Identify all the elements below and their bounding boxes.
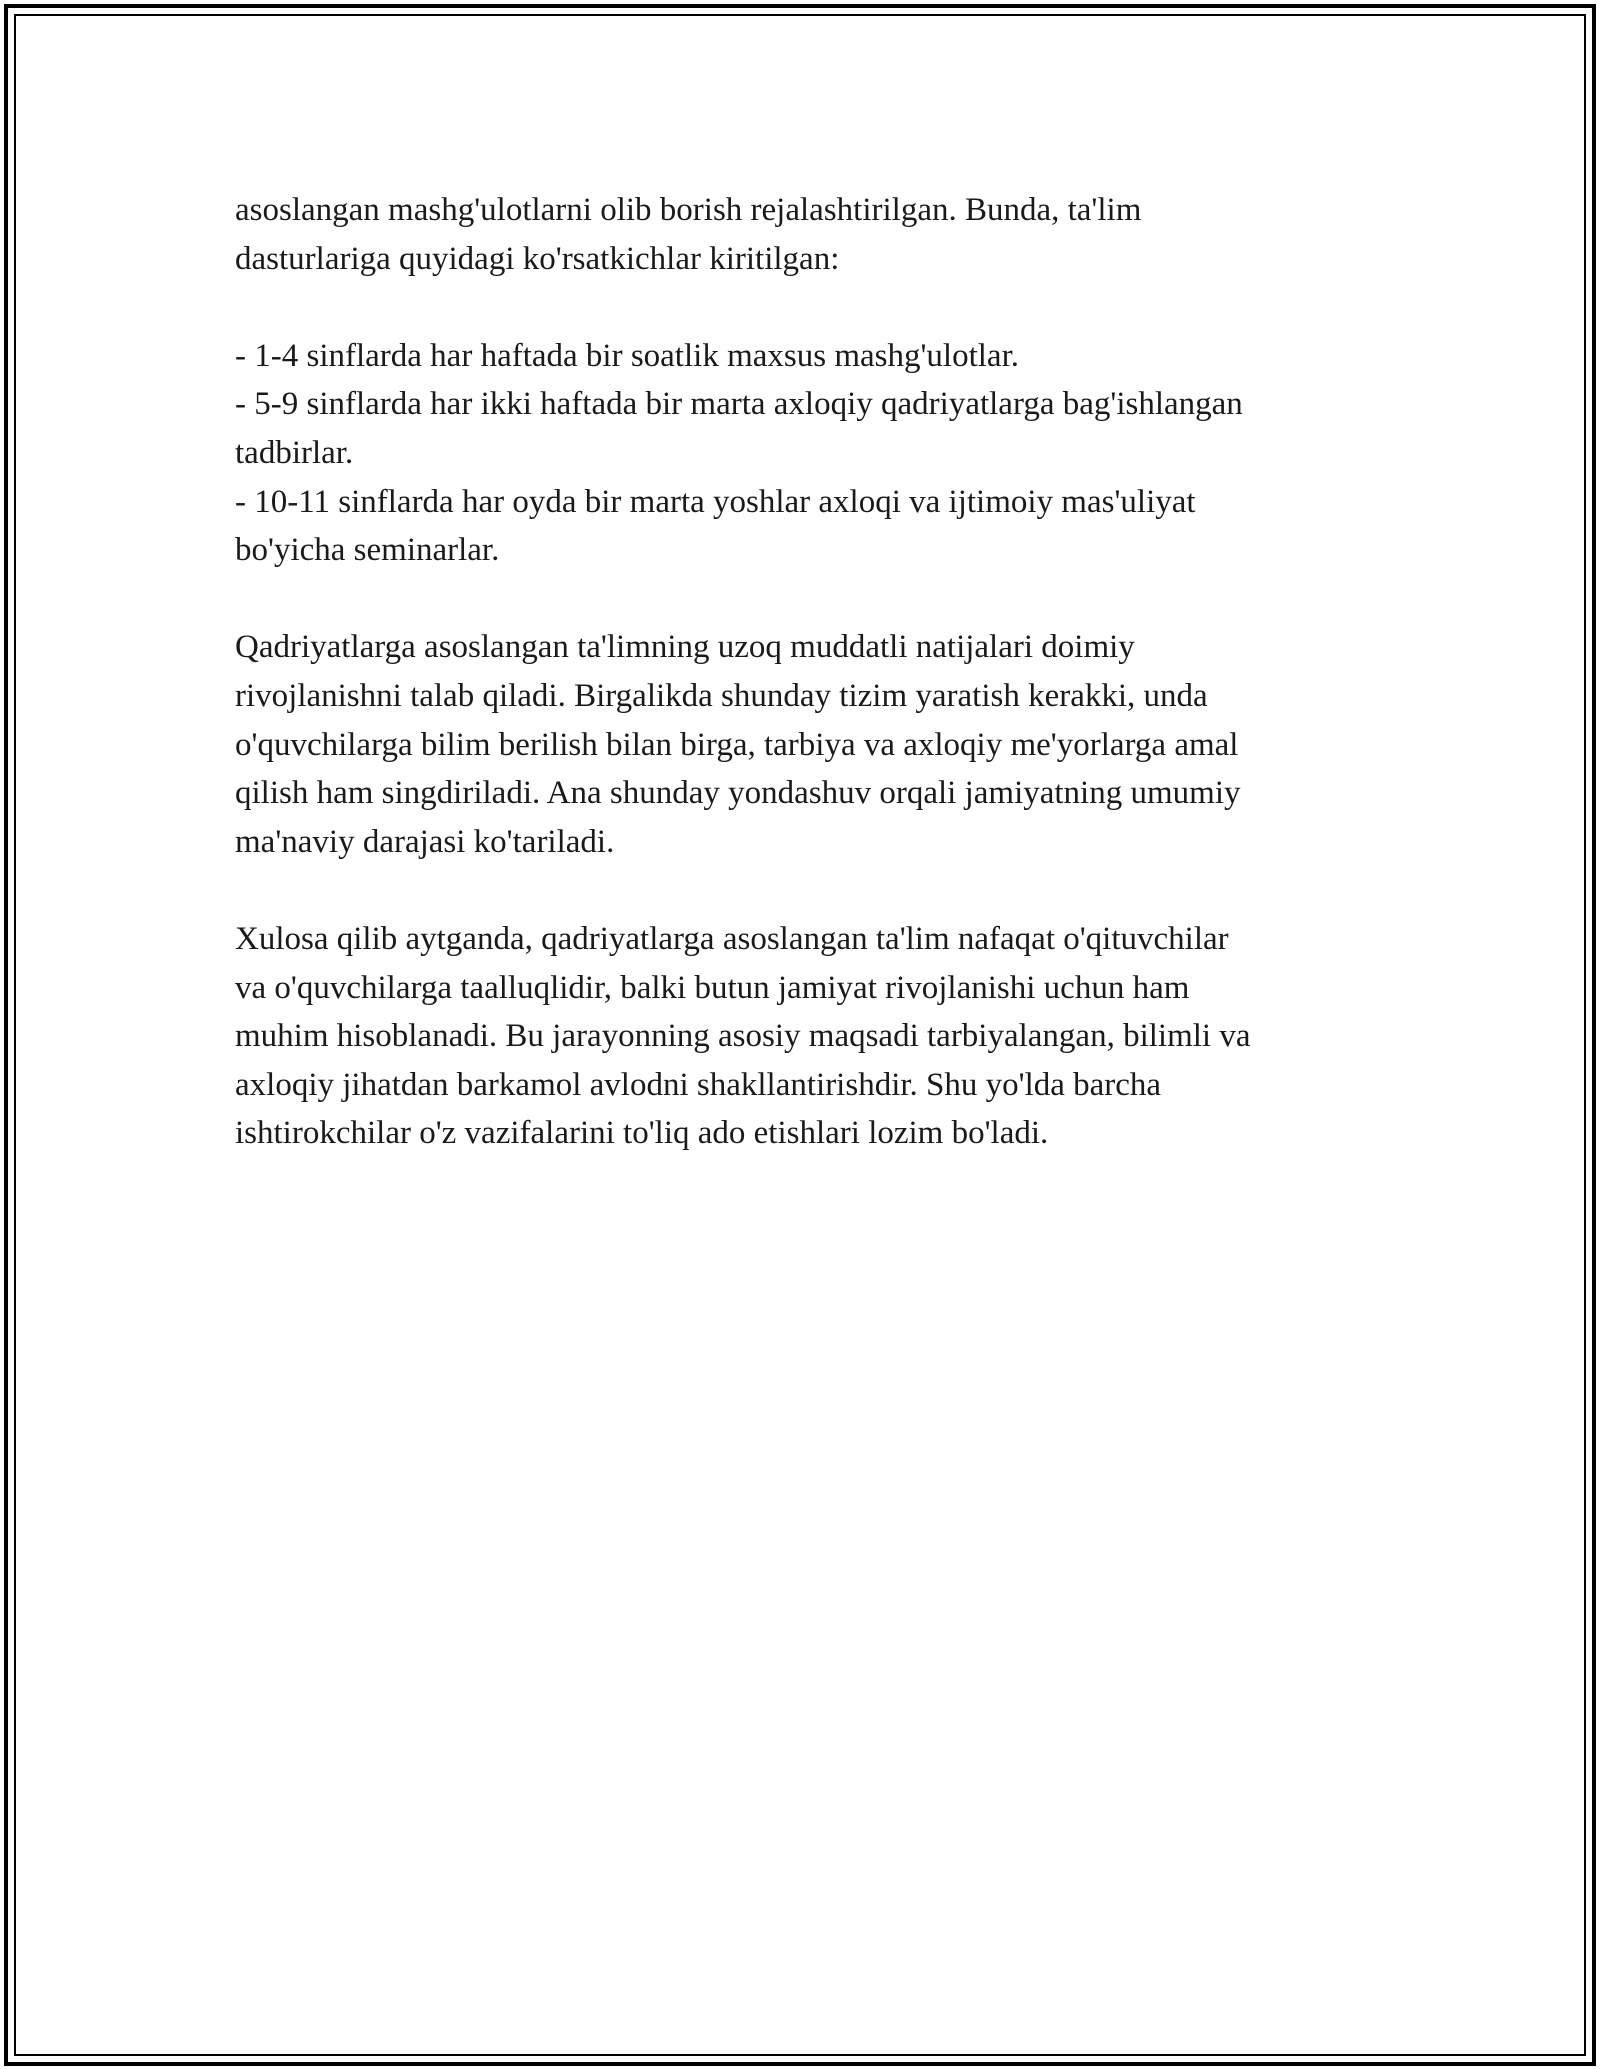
text-line: asoslangan mashg'ulotlarni olib borish rejalashtirilgan. Bunda, ta'lim bbox=[235, 192, 1142, 228]
text-line: Qadriyatlarga asoslangan ta'limning uzoq muddatli natijalari doimiy bbox=[235, 629, 1135, 666]
text-line: dasturlariga quyidagi ko'rsatkichlar kiritilgan: bbox=[235, 240, 840, 277]
list-item: - 1-4 sinflarda har haftada bir soatlik maxsus mashg'ulotlar. bbox=[235, 337, 1019, 374]
text-line: qilish ham singdiriladi. Ana shunday yondashuv orqali jamiyatning umumiy bbox=[235, 775, 1241, 812]
list-item-continuation: tadbirlar. bbox=[235, 434, 354, 471]
text-line: rivojlanishni talab qiladi. Birgalikda shunday tizim yaratish kerakki, unda bbox=[235, 677, 1208, 714]
list-item: - 5-9 sinflarda har ikki haftada bir marta axloqiy qadriyatlarga bag'ishlangan bbox=[235, 386, 1243, 423]
list-item: - 10-11 sinflarda har oyda bir marta yoshlar axloqi va ijtimoiy mas'uliyat bbox=[235, 483, 1196, 520]
text-line: o'quvchilarga bilim berilish bilan birga, tarbiya va axloqiy me'yorlarga amal bbox=[235, 726, 1239, 763]
paragraph-results bbox=[235, 623, 1385, 866]
paragraph-conclusion bbox=[235, 915, 1385, 1158]
text-line: axloqiy jihatdan barkamol avlodni shakllantirishdir. Shu yo'lda barcha bbox=[235, 1066, 1162, 1103]
document-body bbox=[235, 186, 1385, 1206]
text-line: muhim hisoblanadi. Bu jarayonning asosiy maqsadi tarbiyalangan, bilimli va bbox=[235, 1018, 1251, 1055]
text-line: Xulosa qilib aytganda, qadriyatlarga asoslangan ta'lim nafaqat o'qituvchilar bbox=[235, 920, 1229, 957]
text-line: ma'naviy darajasi ko'tariladi. bbox=[235, 823, 615, 860]
paragraph-list bbox=[235, 332, 1385, 575]
text-line: ishtirokchilar o'z vazifalarini to'liq ado etishlari lozim bo'ladi. bbox=[235, 1115, 1049, 1152]
paragraph-intro bbox=[235, 186, 1385, 283]
list-item-continuation: bo'yicha seminarlar. bbox=[235, 532, 500, 569]
text-line: va o'quvchilarga taalluqlidir, balki butun jamiyat rivojlanishi uchun ham bbox=[235, 969, 1190, 1006]
